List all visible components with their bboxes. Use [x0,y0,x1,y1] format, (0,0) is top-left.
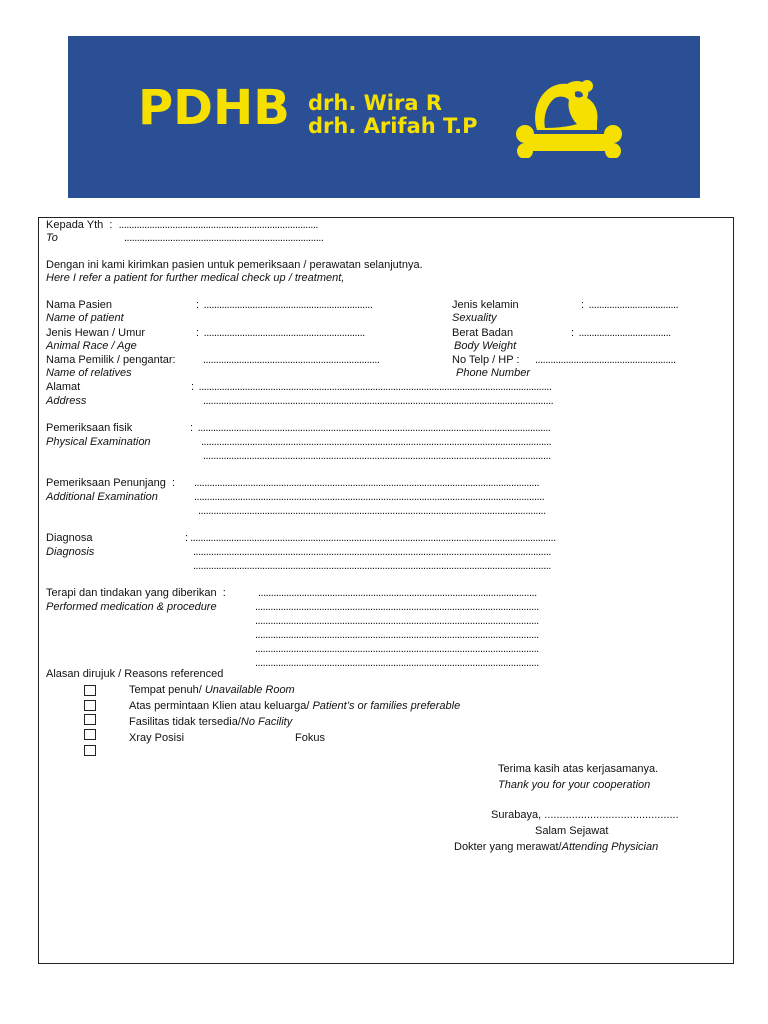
diagnosis-field-line3[interactable]: ............................................................................................................................................ [193,560,551,572]
therapy-field-line5[interactable]: ............................................................................................................... [255,643,539,655]
therapy-field-line4[interactable]: ............................................................................................................... [255,629,539,641]
owner-field[interactable]: ..................................................................... [203,354,380,366]
owner-label-en: Name of relatives [46,367,132,379]
regards-text: Salam Sejawat [535,825,609,837]
reason-no-facility-checkbox[interactable] [84,714,96,725]
to-label-en: To [46,232,58,244]
weight-field[interactable]: : .................................... [571,327,671,339]
therapy-label: Terapi dan tindakan yang diberikan : [46,587,226,599]
therapy-label-en: Performed medication & procedure [46,601,217,613]
phone-label: No Telp / HP : [452,354,520,366]
diagnosis-field-line2[interactable]: ............................................................................................................................................ [193,546,551,558]
physical-exam-field-line2[interactable]: ......................................................................................................................................... [201,436,552,448]
therapy-field[interactable]: ............................................................................................................. [258,587,537,599]
reasons-heading: Alasan dirujuk / Reasons referenced [46,668,224,680]
diagnosis-label: Diagnosa [46,532,93,544]
additional-exam-field-line2[interactable]: ......................................................................................................................................... [194,491,545,503]
patient-name-label-en: Name of patient [46,312,124,324]
species-field[interactable]: : ............................................................... [196,327,365,339]
therapy-field-line3[interactable]: ............................................................................................................... [255,615,539,627]
sex-field[interactable]: : ................................... [581,299,679,311]
patient-name-field[interactable]: : .................................................................. [196,299,373,311]
reason-xray-focus-label: Fokus [295,732,325,744]
intro-text: Dengan ini kami kirimkan pasien untuk pemeriksaan / perawatan selanjutnya. [46,259,423,271]
attending-physician-label: Dokter yang merawat/Attending Physician [454,841,659,853]
additional-exam-field[interactable]: ....................................................................................................................................... [194,477,540,489]
species-label-en: Animal Race / Age [46,340,137,352]
weight-label: Berat Badan [452,327,514,339]
patient-name-label: Nama Pasien [46,299,113,311]
additional-exam-field-line3[interactable]: ........................................................................................................................................ [198,505,546,517]
address-label: Alamat [46,381,81,393]
therapy-field-line2[interactable]: ............................................................................................................... [255,601,539,613]
thanks-text: Terima kasih atas kerjasamanya. [498,763,659,775]
owner-label: Nama Pemilik / pengantar: [46,354,176,366]
physical-exam-field[interactable]: : .......................................................................................................................................... [190,422,551,434]
physical-exam-label: Pemeriksaan fisik [46,422,133,434]
phone-label-en: Phone Number [456,367,530,379]
additional-exam-label: Pemeriksaan Penunjang : [46,477,176,489]
reason-other-checkbox[interactable] [84,745,96,756]
address-field-line2[interactable]: ......................................................................................................................................... [203,395,554,407]
header-banner [68,36,700,198]
therapy-field-line6[interactable]: ............................................................................................................... [255,657,539,669]
brand-title: PDHB [138,80,290,136]
to-label: Kepada Yth : .............................................................................. [46,219,318,231]
physical-exam-field-line3[interactable]: ........................................................................................................................................ [203,450,551,462]
reason-no-facility-label: Fasilitas tidak tersedia/No Facility [129,716,293,728]
sex-label-en: Sexuality [452,312,497,324]
thanks-text-en: Thank you for your cooperation [498,779,651,791]
reason-full-checkbox[interactable] [84,685,96,696]
reason-full-label: Tempat penuh/ Unavailable Room [129,684,295,696]
address-field[interactable]: : .......................................................................................................................................... [191,381,552,393]
doctor-2: drh. Arifah T.P [308,114,478,138]
city-date-field[interactable]: Surabaya, ............................................ [491,809,679,821]
reason-xray-checkbox[interactable] [84,729,96,740]
reason-client-request-label: Atas permintaan Klien atau keluarga/ Patient’s or families preferable [129,700,461,712]
dog-on-bone-icon [515,78,623,158]
intro-text-en: Here I refer a patient for further medical check up / treatment, [46,272,345,284]
species-label: Jenis Hewan / Umur [46,327,146,339]
diagnosis-field[interactable]: : ............................................................................................................................................... [185,532,556,544]
additional-exam-label-en: Additional Examination [46,491,158,503]
diagnosis-label-en: Diagnosis [46,546,95,558]
to-field[interactable]: .............................................................................. [124,232,324,244]
phone-field[interactable]: ....................................................... [535,354,676,366]
sex-label: Jenis kelamin [452,299,519,311]
doctor-1: drh. Wira R [308,91,442,115]
reason-xray-label: Xray Posisi [129,732,185,744]
physical-exam-label-en: Physical Examination [46,436,151,448]
doctor-names [308,92,478,138]
weight-label-en: Body Weight [454,340,517,352]
reason-client-request-checkbox[interactable] [84,700,96,711]
address-label-en: Address [46,395,87,407]
